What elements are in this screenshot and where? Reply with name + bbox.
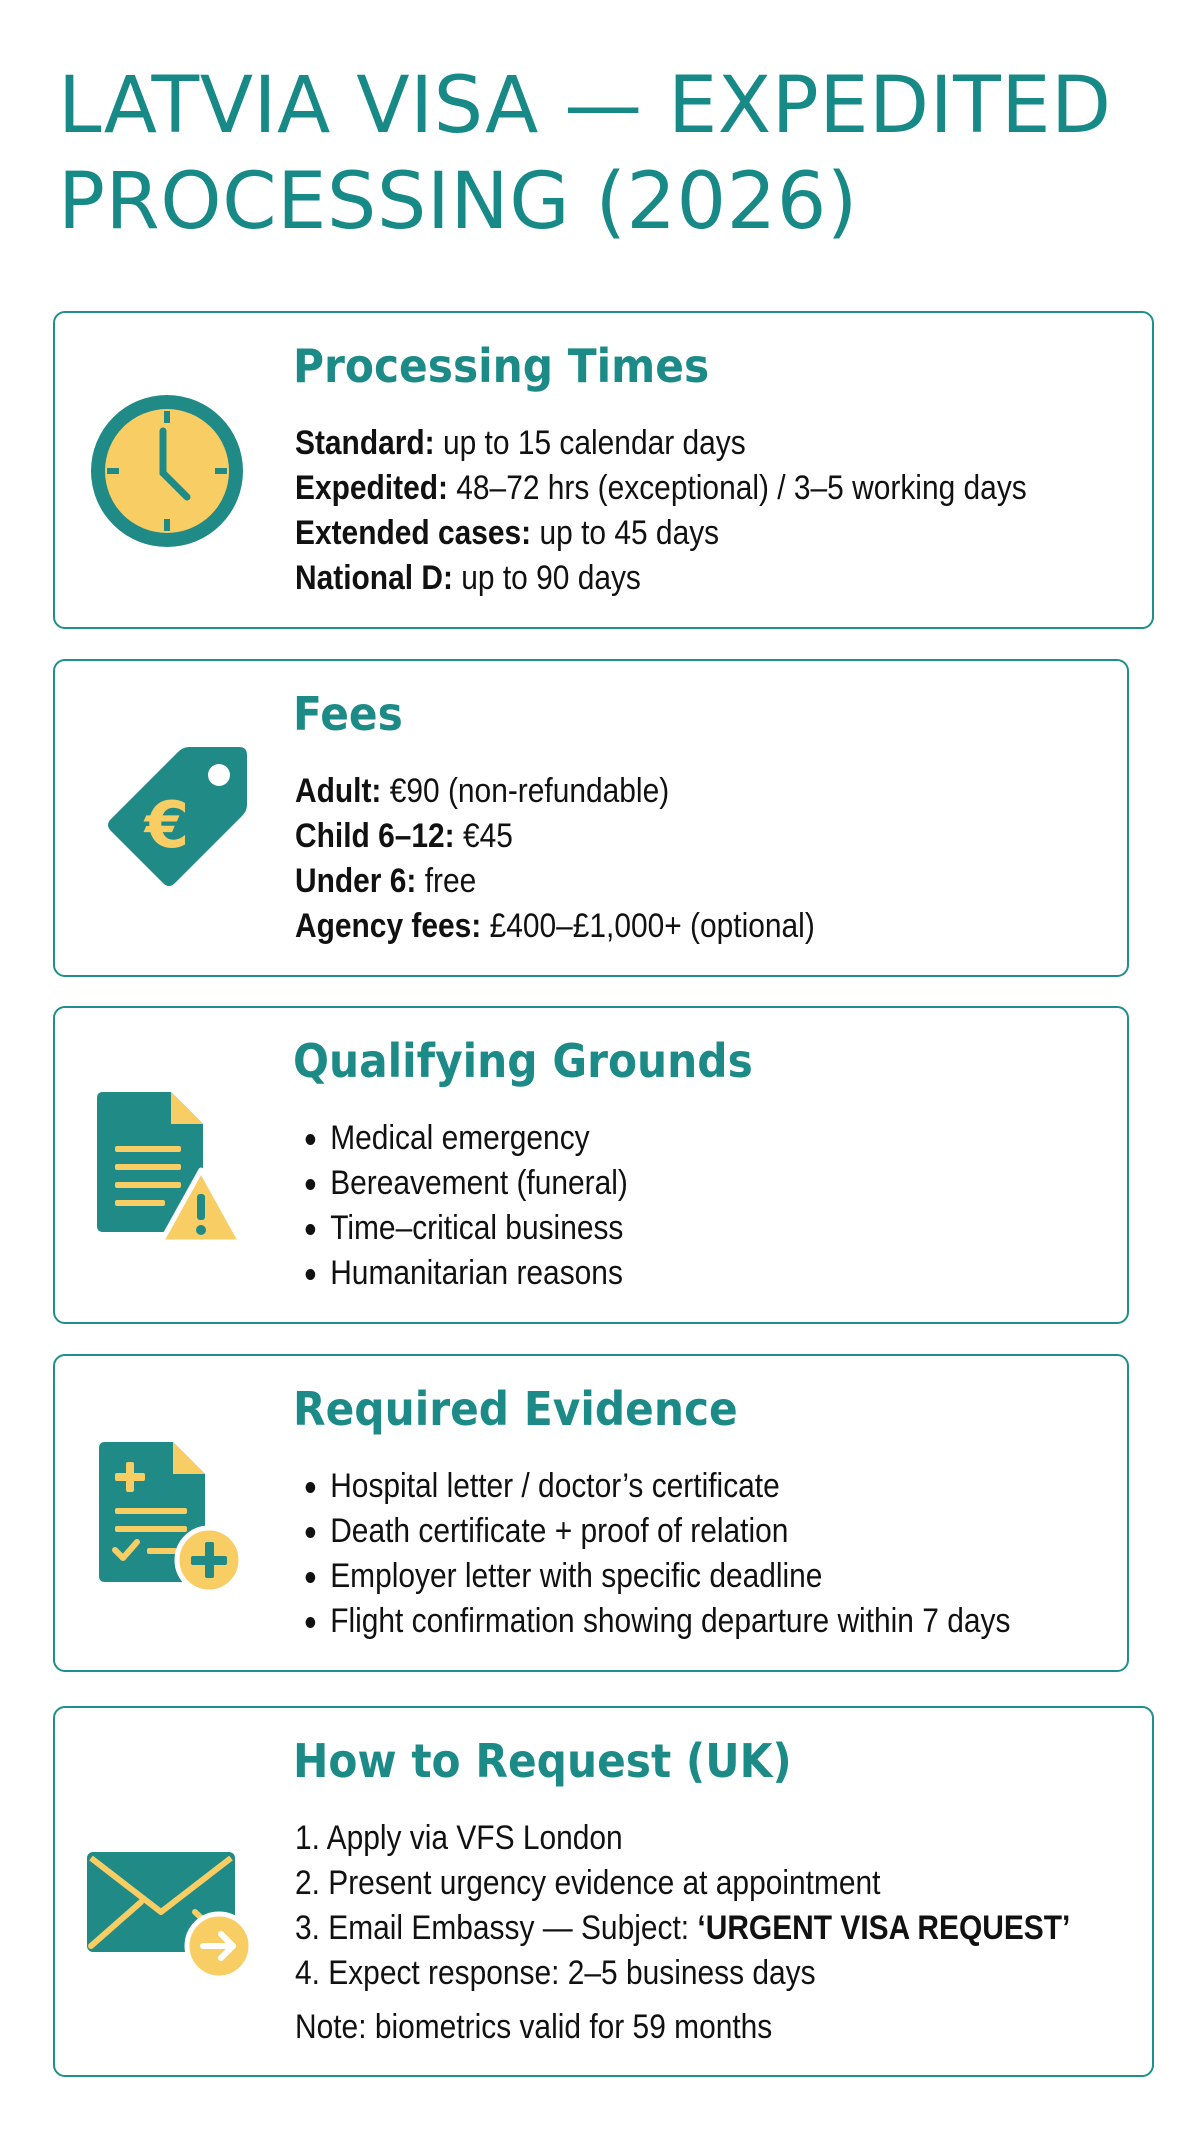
list-item: 4. Expect response: 2–5 business days — [295, 1954, 816, 1992]
list-item — [295, 466, 1027, 511]
document-warning-icon — [95, 1086, 245, 1256]
step-text: 3. Email Embassy — Subject: — [295, 1909, 698, 1947]
list-item — [295, 421, 1027, 466]
list-item — [295, 1906, 1070, 1951]
page-title: LATVIA VISA — EXPEDITED PROCESSING (2026) — [58, 61, 1112, 247]
how-to-request-steps — [295, 1816, 1070, 1996]
item-label: Expedited: — [295, 469, 448, 507]
euro-price-tag-icon — [93, 741, 253, 901]
list-item — [295, 814, 815, 859]
section-heading: Processing Times — [293, 339, 710, 393]
list-item: Bereavement (funeral) — [295, 1161, 628, 1206]
envelope-arrow-icon — [85, 1846, 255, 1986]
processing-times-card — [53, 311, 1154, 629]
email-subject: ‘URGENT VISA REQUEST’ — [697, 1909, 1071, 1947]
svg-text:€: € — [144, 789, 190, 863]
item-label: Under 6: — [295, 862, 417, 900]
list-item — [295, 904, 815, 949]
list-item: Employer letter with specific deadline — [295, 1554, 1010, 1599]
fees-card — [53, 659, 1129, 977]
list-item: 2. Present urgency evidence at appointment — [295, 1864, 881, 1902]
item-value: free — [424, 862, 477, 900]
list-item: Time–critical business — [295, 1206, 628, 1251]
section-heading: Required Evidence — [293, 1382, 738, 1436]
list-item — [295, 859, 815, 904]
fees-list — [295, 769, 815, 949]
list-item — [295, 769, 815, 814]
item-value: £400–£1,000+ (optional) — [489, 907, 815, 945]
section-heading: How to Request (UK) — [293, 1734, 792, 1788]
list-item: Flight confirmation showing departure within 7 days — [295, 1599, 1010, 1644]
item-label: Adult: — [295, 772, 382, 810]
required-evidence-card — [53, 1354, 1129, 1672]
list-item: 1. Apply via VFS London — [295, 1819, 623, 1857]
item-label: Child 6–12: — [295, 817, 455, 855]
required-evidence-list — [295, 1464, 1010, 1644]
list-item — [295, 511, 1027, 556]
item-value: €90 (non-refundable) — [389, 772, 670, 810]
how-to-request-card — [53, 1706, 1154, 2077]
qualifying-grounds-card — [53, 1006, 1129, 1324]
list-item — [295, 556, 1027, 601]
item-label: National D: — [295, 559, 453, 597]
item-label: Standard: — [295, 424, 435, 462]
biometrics-note: Note: biometrics valid for 59 months — [295, 2008, 773, 2046]
processing-times-list — [295, 421, 1027, 601]
item-value: €45 — [462, 817, 513, 855]
qualifying-grounds-list — [295, 1116, 628, 1296]
list-item: Death certificate + proof of relation — [295, 1509, 1010, 1554]
item-label: Extended cases: — [295, 514, 532, 552]
list-item: Medical emergency — [295, 1116, 628, 1161]
item-value: up to 45 days — [539, 514, 720, 552]
list-item: Humanitarian reasons — [295, 1251, 628, 1296]
list-item: Hospital letter / doctor’s certificate — [295, 1464, 1010, 1509]
medical-document-icon — [97, 1436, 247, 1606]
section-heading: Qualifying Grounds — [293, 1034, 753, 1088]
clock-icon — [89, 393, 245, 549]
item-label: Agency fees: — [295, 907, 482, 945]
item-value: up to 15 calendar days — [442, 424, 746, 462]
item-value: up to 90 days — [461, 559, 641, 597]
section-heading: Fees — [293, 687, 403, 741]
item-value: 48–72 hrs (exceptional) / 3–5 working days — [456, 469, 1027, 507]
